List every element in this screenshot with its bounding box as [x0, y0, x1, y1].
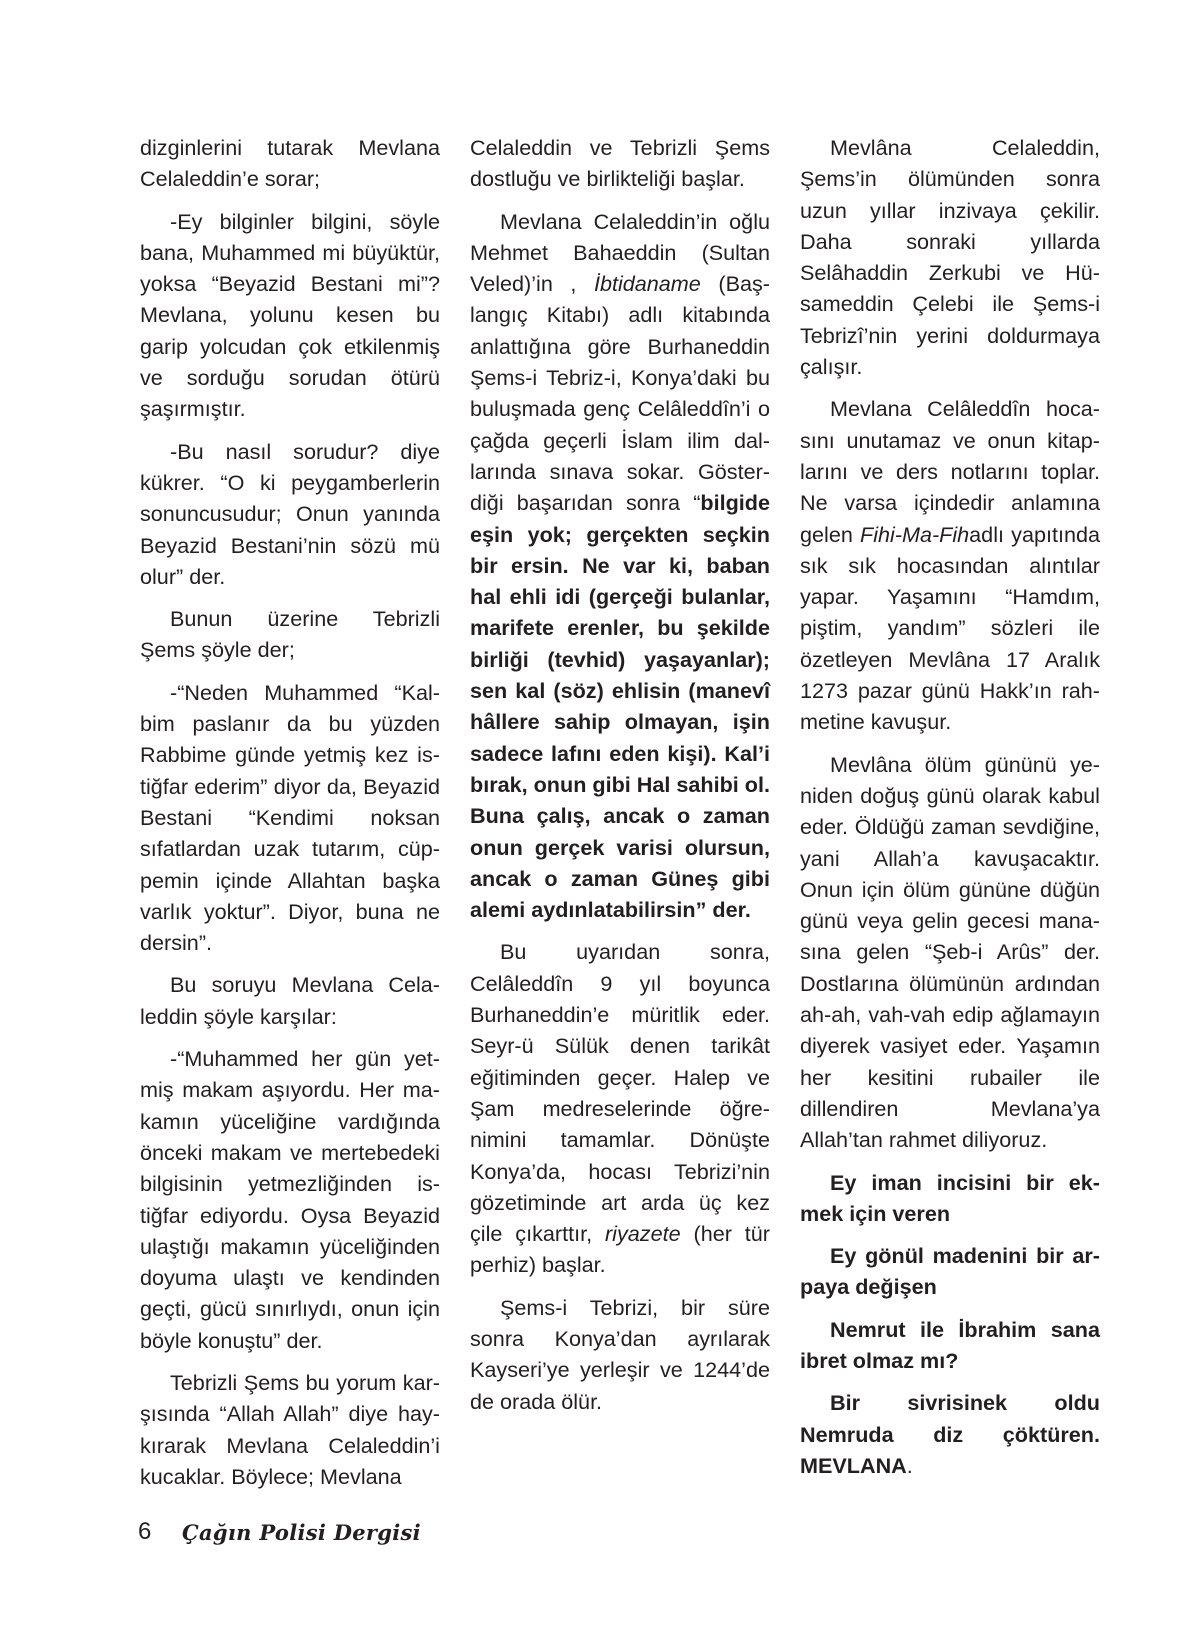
text-run: Mevlana Celâleddîn hocasını unutamaz ve onun kitaplarını ve ders notlarını toplar. Ne varsa içindedir anlamına gelen: [800, 396, 1100, 547]
text-run: Şems-i Tebrizi, bir süre sonra Konya’dan ayrılarak Kayseri’ye yerleşir ve 1244’de de orada ölür.: [470, 1294, 770, 1414]
text-run: Mevlâna Celaleddin, Şems’in ölümünden sonra uzun yıllar inzivaya çekilir. Daha sonraki yıllarda Selâhaddin Zerkubi ve Hüsameddin Çelebi ile Şems-i Tebrizî’nin yerini doldurmaya çalışır.: [800, 135, 1100, 380]
bold-text: bilgide eşin yok; gerçekten seçkin bir ersin. Ne var ki, baban hal ehli idi (gerçeği bulanlar, marifete erenler, bu şekilde birliği (tevhid) yaşayanlar); sen kal (söz) ehlisin (manevî hâllere sahip olmayan, işin sadece lafını eden kişi). Kal’i bırak, onun gibi Hal sahibi ol. Buna çalış, ancak o zaman onun gerçek varisi olursun, ancak o zaman Güneş gibi alemi aydınlatabilirsin” der.: [470, 490, 770, 923]
article-paragraph: [140, 1043, 440, 1356]
text-run: -“Muhammed her gün yetmiş makam aşıyordu. Her makamın yüceliğine vardığında önceki makam ve mertebedeki bilgisinin yetmezliğinden istiğfar ediyordu. Oysa Beyazid ulaştığı makamın yüceliğinden doyuma ulaştı ve kendinden geçti, gücü sınırlıydı, onun için böyle konuştu” der.: [140, 1046, 440, 1353]
italic-text: İbtidaname: [593, 271, 701, 297]
article-paragraph: [140, 132, 440, 195]
text-run: Tebrizli Şems bu yorum karşısında “Allah Allah” diye haykırarak Mevlana Celaleddin’i kucaklar. Böylece; Mevlana: [140, 1369, 440, 1489]
article-paragraph: [800, 1387, 1100, 1481]
text-run: Mevlâna ölüm gününü yeniden doğuş günü olarak kabul eder. Öldüğü zaman sevdiğine, yani Allah’a kavuşacaktır. Onun için ölüm gününe düğün günü veya gelin gecesi manasına gelen “Şeb-i Arûs” der. Dostlarına ölümünün ardından ah-ah, vah-vah edip ağlamayın diyerek vasiyet eder. Yaşamın her kesitini rubailer ile dillendiren Mevlana’ya Allah’tan rahmet diliyoruz.: [800, 751, 1100, 1153]
text-run: Bu soruyu Mevlana Celaleddin şöyle karşılar:: [140, 972, 440, 1029]
text-column-2: [470, 132, 770, 1428]
text-run: Bu uyarıdan sonra, Celâleddîn 9 yıl boyunca Burhaneddin’e müritlik eder. Seyr-ü Sülük denen tarikât eğitiminden geçer. Halep ve Şam medreselerinde öğrenimini tamamlar. Dönüşte Konya’da, hocası Tebrizi’nin gözetiminde art arda üç kez çile çıkarttır,: [470, 939, 770, 1247]
italic-text: riyazete: [604, 1221, 681, 1247]
magazine-title: Çağın Polisi Dergisi: [182, 1520, 421, 1545]
text-run: (Başlangıç Kitabı) adlı kitabında anlattığına göre Burhaneddin Şems-i Tebriz-i, Konya’daki bu buluşmada genç Celâleddîn’i o çağda geçerli İslam ilim dallarında sınava sokar. Gösterdiği başarıdan sonra “: [470, 271, 770, 516]
text-run: -Ey bilginler bilgini, söyle bana, Muhammed mi büyüktür, yoksa “Beyazid Bestani mi”? Mevlana, yolunu kesen bu garip yolcudan çok etkilenmiş ve sorduğu sorudan ötürü şaşırmıştır.: [140, 208, 440, 422]
text-run: adlı yapıtında sık sık hocasından alıntılar yapar. Yaşamını “Hamdım, piştim, yandım” sözleri ile özetleyen Mevlâna 17 Aralık 1273 pazar günü Hakk’ın rahmetine kavuşur.: [800, 521, 1100, 735]
text-run: Mevlana Celaleddin’in oğlu Mehmet Bahaeddin (Sultan Veled)’in ,: [470, 208, 770, 297]
italic-text: Fihi-Ma-Fih: [860, 521, 970, 547]
article-paragraph: [470, 132, 770, 195]
bold-text: Ey iman incisini bir ekmek için veren: [800, 1169, 1100, 1226]
text-run: Bunun üzerine Tebrizli Şems şöyle der;: [140, 606, 440, 663]
article-paragraph: [140, 969, 440, 1032]
article-paragraph: [800, 1167, 1100, 1230]
article-paragraph: [140, 603, 440, 666]
text-column-1: [140, 132, 440, 1503]
text-column-3: [800, 132, 1100, 1492]
text-run: -“Neden Muhammed “Kalbim paslanır da bu yüzden Rabbime günde yetmiş kez istiğfar ederim” diyor da, Beyazid Bestani “Kendimi noksan sıfatlardan uzak tutarım, cüppemin içinde Allahtan başka varlık yoktur”. Diyor, buna ne dersin”.: [140, 679, 440, 956]
text-run: dizginlerini tutarak Mevlana Celaleddin’e sorar;: [140, 135, 440, 192]
article-paragraph: [800, 1240, 1100, 1303]
text-run: .: [906, 1452, 913, 1478]
bold-text: Nemrut ile İbrahim sana ibret olmaz mı?: [800, 1316, 1100, 1373]
page-number: 6: [138, 1518, 152, 1545]
article-paragraph: [140, 206, 440, 425]
text-run: Celaleddin ve Tebrizli Şems dostluğu ve birlikteliği başlar.: [470, 135, 770, 192]
article-paragraph: [470, 1292, 770, 1417]
article-paragraph: [470, 206, 770, 926]
bold-text: Ey gönül madenini bir arpaya değişen: [800, 1243, 1100, 1300]
article-paragraph: [800, 749, 1100, 1156]
text-run: -Bu nasıl sorudur? diye kükrer. “O ki peygamberlerin sonuncusudur; Onun yanında Beyazid Bestani’nin sözü mü olur” der.: [140, 438, 440, 589]
text-run: (her tür perhiz) başlar.: [470, 1221, 770, 1278]
article-paragraph: [140, 1367, 440, 1492]
article-paragraph: [800, 132, 1100, 382]
article-paragraph: [800, 1314, 1100, 1377]
article-paragraph: [470, 936, 770, 1280]
article-paragraph: [800, 393, 1100, 737]
article-paragraph: [140, 677, 440, 959]
bold-text: Bir sivrisinek oldu Nemruda diz çöktüren. MEVLANA: [800, 1390, 1100, 1478]
article-paragraph: [140, 436, 440, 592]
